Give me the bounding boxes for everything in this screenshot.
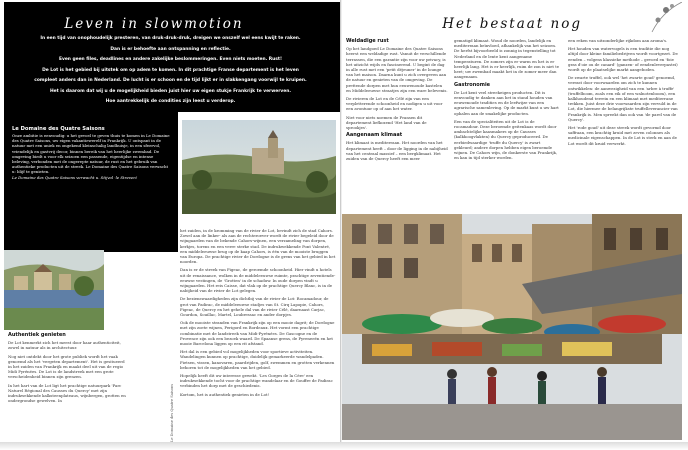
column-paragraph: gematigd klimaat. Woud de noorden, landelijk en mediterraan beïnvloed, afhankelijk van het seizoen. De herfst bijvoorbeeld is zonnig in tegenstelling tot Nederland en de lente kent aangename temperaturen. De zomers zijn er warm en het is er heerlijk lang. Het is er heerlijk, ruim de zon is niet te heet; uw zwembad maakt het in de zomer meer dan aangenaam.	[454, 38, 560, 80]
intro-line: Het is daarom dat wij u de mogelijkheid bieden juist hier uw eigen stukje Frankrijk te verwerven.	[49, 88, 292, 94]
authentic-heading: Authentiek genieten	[8, 332, 66, 338]
regions-paragraph: De bezienswaardigheden zijn dichtbij van de rivier de Lot: Rocamadour, de grot van Padirac, de middeleeuwse stadjes van St. Cirq Lapopie, Cahors, Figeac, de Quercy en het gehele dal van de rivier Célé, daarnaast Carjac, Gourdon, Souillac, Martel, Loubressac en ander dorpjes.	[180, 296, 329, 318]
regions-paragraph: Ook de mooiste stranden van Frankrijk zijn op een mooie dagrit; de Dordogne met zijn zoete wijnen, Perigord en Bordeaux. Het vormt een prachtige combinatie met de landstreek van Midi-Pyrénées. De Gascogne en de Provence zijn ook een bezoek waard. De Spaanse grens, de Pyreneeën en het mooie Barcelona liggen op een rit afstand.	[180, 320, 335, 347]
page-credit: Le Domaine des Quatre Saisons	[170, 383, 174, 442]
intro-line: Hoe aantrekkelijk de condities zijn leest u verderop.	[105, 99, 236, 104]
intro-text	[8, 34, 333, 108]
page-shadow	[0, 442, 688, 450]
gastronomy-column	[454, 38, 560, 163]
intro-line: Dan is er behoefte aan ontspanning en reflectie.	[110, 46, 231, 52]
regions-paragraph: Kortom, het is authentiek genieten in de Lot!	[180, 391, 270, 397]
domain-black-column	[4, 112, 178, 252]
intro-black-band	[4, 2, 340, 112]
authentic-paragraph: Nog niet ontdekt door het grote publiek wordt het vaak genoemd als het 'vergeten departement'. Het is gesitueerd in het zuiden van Frankrijk en maakt deel uit van de regio Midi Pyrénées. De Lot is de landstreek met een grote verscheidenheid binnen zijn grenzen.	[8, 353, 125, 380]
column-paragraph: De zwarte truffel, ook wel 'het zwarte goud' genoemd, verrast door voorwaarden om zich te kunnen ontwikkelen: de aanwezigheid van een 'arbre à truffe' (truffelboom, zoals een eik of een walnotenboom), een kalkhoudend terrein en een klimaat met mediterrane trekken. Juist deze drie voorwaarden zijn vervuld in de Lot, die hiermee de belangrijkste truffelleverancier van Frankrijk is. Men spreekt dan ook van 'de parel van de Quercy'.	[568, 75, 678, 122]
regions-column	[180, 228, 336, 400]
castle-photo	[182, 120, 336, 214]
domain-heading: Le Domaine des Quatre Saisons	[12, 126, 105, 132]
regions-paragraph: Hopelijk heeft dit uw interesse gewekt. 'Les Gorges de la Cère' een indrukwekkende tocht voor de prachtige wandelaar en de Gouffre de Padirac verbinden het dorp met de geschiedenis.	[180, 373, 333, 389]
intro-line: In een tijd van onophoudelijk presteren, van druk-druk-druk, dreigen we onszelf wel eens kwijt te raken.	[40, 36, 301, 41]
regions-paragraph: Het dal is een gebied vol mogelijkheden voor sportieve activiteiten. Wandelingen kunnen op prachtige, duidelijk gemarkeerde wandelpaden. Fietsen, vissen, kanovaren, paardrijden, golf, zwemmen en grotten verkennen behoren tot de mogelijkheden van het gebied.	[180, 349, 335, 370]
market-photo	[342, 214, 682, 440]
left-page-title: Leven in slowmotion	[64, 16, 244, 32]
intro-line: compleet anders dan in Nederland. De lucht is er schoon en de tijd lijkt er in slakkengang voorwijl te kruipen.	[34, 78, 307, 83]
specialties-column	[568, 38, 678, 149]
left-page	[4, 2, 340, 442]
column-heading: Aangenaam klimaat	[346, 132, 403, 139]
vine-ornament-icon	[622, 2, 682, 42]
right-page	[342, 2, 682, 442]
domain-body-text: Onze ambitie is eenvoudig: u het gevoel te geven thuis te komen in Le Domaine des Quatre Saisons, uw eigen vakantiewerelf in Frankrijk. U ontspant in de natuur met een uniek en ongekend kleinschalig landhuisje, in een sfeervol, vriendelijk en gastvrij decor, binnen bereik van het heerlijke zwembad. De omgeving biedt u voor elk seizoen een passende, eigentijdse en intense beleving, verbonden met de ongerepte natuur, de rust en het gebruik van authentieke producten uit de streek. Le Domaine des Quatre Saisons verwacht u: blijf te genieten.	[12, 133, 170, 175]
regions-paragraph: Dan is er de streek van Figeac, de geroemde schoonheid. Hier vindt u hotels uit de renaissance, wolken in de middeleeuwse ruimte, prachtige zeventiende-eeuwse vestingen, de 'Grotten' in de schaduw. In oude dorpen vindt u wijngaarden. Het reis Caisse, dat vlak op de prachtige Quercy Blanc, is in de nabijheid van de rivier de Lot gelegen.	[180, 267, 336, 294]
column-heading: Weldadige rust	[346, 38, 389, 44]
authentic-column	[8, 332, 126, 406]
intro-line: Even geen files, deadlines en andere zakelijke beslommeringen. Even niets moeten. Rust!	[58, 57, 283, 62]
column-paragraph: Een van de specialiteiten uit de Lot is de rocamadour. Deze beroemde geitenkaas wordt door ambachtelijke kaasmakers op de Causses (kalkhoogvlakten) du Quercy geproduceerd. De eerbiedwaardige 'truffe du Quercy' is zwart gekleurd; andere dorpen hebben eigen beroemde wijnen. De Cahors wijn, de donkerste van Frankrijk, en kan in tijd sterker worden.	[454, 118, 558, 161]
rest-climate-column	[346, 38, 448, 164]
column-heading: Gastronomie	[454, 81, 491, 88]
domain-body	[12, 133, 172, 180]
authentic-paragraph: De Lot kenmerkt zich het meest door haar authenticiteit, zowel in natuur als in architectuur.	[8, 340, 121, 351]
column-paragraph: Het 'rode goud' uit deze streek wordt gevormd door saffraan, een krachtig kruid met zeven colonnes als medicinale eigenschappen. In de Lot is sterk en aan de Lot wordt dit kruid verwerkt.	[568, 125, 677, 146]
right-page-title: Het bestaat nog	[442, 16, 582, 32]
riverside-village-photo	[4, 250, 104, 330]
intro-line: De Lot is het gebied bij uitstek om op adem te komen. In dit prachtige Franse departement is het leven	[42, 67, 299, 73]
column-paragraph: Op het landgoed Le Domaine des Quatre Saisons heerst een weldadige rust. Vanuit de verschillende terrassen, die een garantie zijn voor uw privacy, is het uitzicht wijds en fascinerend. U begint de dag in alle rust met een 'petit déjeuner' in de lounge van het maison. Daarna kunt u zich overgeven aan de natuur en genieten van de omgeving. De prettende dorpen met hun eeuwenoude kastelen en Middeleeuwse straatjes zijn een ware belevenis.	[346, 46, 448, 93]
domain-tagline: Le Domaine des Quatre Saisons verwacht u. Stijvol ·le Streven!	[12, 174, 138, 180]
column-paragraph: een reken van uitzonderlijke rijkdom aan aroma's.	[568, 38, 668, 43]
column-paragraph: De rivieren de Lot en de Célé zijn van een verpletterende schoonheid en nodigen u uit voor een avontuur op of aan het water.	[346, 96, 443, 112]
column-paragraph: Het klimaat is mediterraan. Het noorden van het departement heeft – door de ligging in de nabijheid van het centraal massief – een bergklimaat. Het zuiden van de Quercy heeft een meer	[346, 140, 448, 162]
column-paragraph: De Lot kent veel streekeigen producten. Dit is eenvoudig te danken aan het in stand houden van eeuwenoude tradities en de leefwijze van een agrarische samenleving. Op de markt kunt u uw hart ophalen aan de smakelijke producten.	[454, 89, 559, 116]
authentic-paragraph: In het hart van de Lot ligt het prachtige natuurpark 'Parc Naturel Régional des Causses du Quercy' met zijn indrukwekkende kalksteenplateaus, wijnbergen, grotten en ondergrondse gewelven. In	[8, 382, 126, 404]
column-paragraph: Niet voor niets noemen de Fransen dit departement liefkozend 'Het land van de sprookjes'.	[346, 114, 427, 131]
column-paragraph: Het houden van watervogels is een traditie die nog altijd door kleine familiebedrijven wordt voortgezet. De eenden – volgens klassieke methode – gevoed en 'foie gras d'oie ou de canard' (ganzen- of eendenleverpastei) wordt op de plaatselijke markt aangeboden.	[568, 46, 678, 73]
regions-paragraph: het zuiden, in de kromming van de rivier de Lot, bevindt zich de stad Cahors. Zowel aan de linker- als aan de rechteroever wordt de rivier begeleid door de wijngaarden van de bekende Cahors-wijnen, een verzameling van dorpen, kerkjes, torens en een verre sterke stad. De indrukwekkende Pont Valentré, een middeleeuwse brug op de kaap Cahors, is één van de mooiste bruggen van Europa. De prachtige rivier de Dordogne is de grens van het gebied in het noorden.	[180, 228, 336, 265]
